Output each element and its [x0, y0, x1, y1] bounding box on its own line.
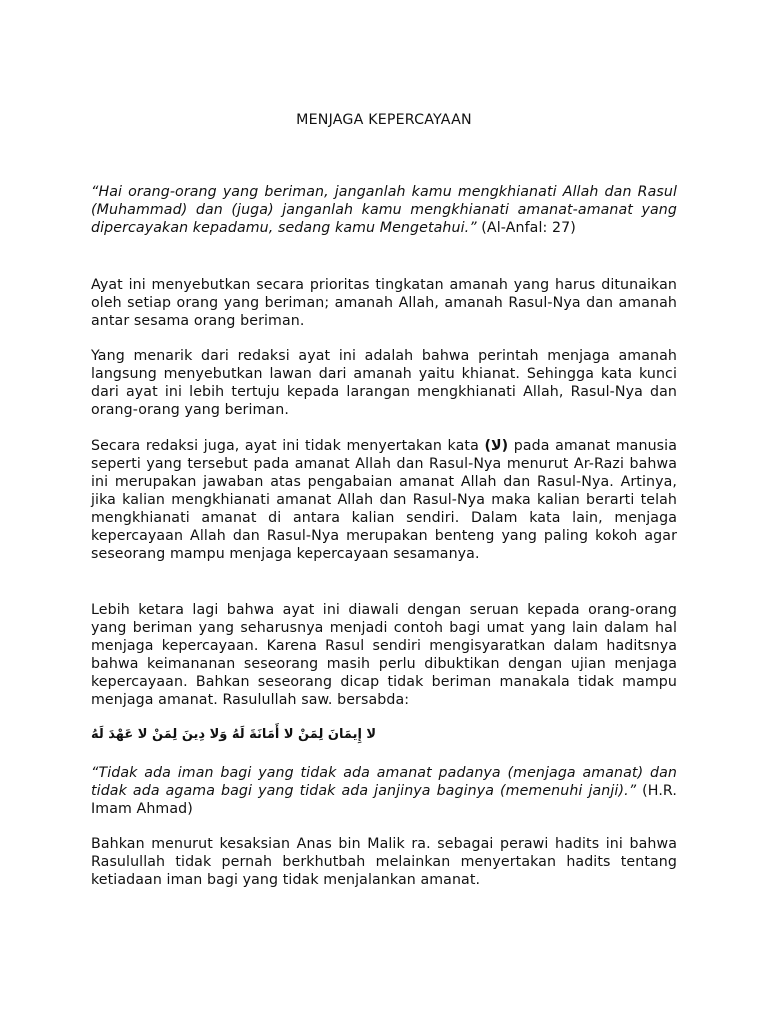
body-paragraph [91, 437, 677, 563]
hadith-reference: (H.R. Imam Ahmad) [91, 783, 677, 817]
quran-verse-paragraph [91, 183, 677, 237]
hadith-translation-quote: “Tidak ada iman bagi yang tidak ada amanat padanya (menjaga amanat) dan tidak ada agama bagi yang tidak ada janjinya baginya (memenuhi janji).” [91, 765, 677, 799]
body-paragraph: Lebih ketara lagi bahwa ayat ini diawali dengan seruan kepada orang-orang yang beriman yang seharusnya menjadi contoh bagi umat yang lain dalam hal menjaga kepercayaan. Karena Rasul sendiri mengisyaratkan dalam haditsnya bahwa keimananan seseorang masih perlu dibuktikan dengan ujian menjaga kepercayaan. Bahkan seseorang dicap tidak beriman manakala tidak mampu menjaga amanat. Rasulullah saw. bersabda: [91, 602, 677, 708]
arabic-hadith-content: لا إِيمَانَ لِمَنْ لا أَمَانَةَ لَهُ وَلا دِينَ لِمَنْ لا عَهْدَ لَهُ [91, 727, 377, 742]
body-paragraph: Ayat ini menyebutkan secara prioritas tingkatan amanah yang harus ditunaikan oleh setiap orang yang beriman; amanah Allah, amanah Rasul-Nya dan amanah antar sesama orang beriman. [91, 277, 677, 329]
body-paragraph: Yang menarik dari redaksi ayat ini adalah bahwa perintah menjaga amanah langsung menyebutkan lawan dari amanah yaitu khianat. Sehingga kata kunci dari ayat ini lebih tertuju kepada larangan mengkhianati Allah, Rasul-Nya dan orang-orang yang beriman. [91, 348, 677, 418]
body-paragraph: Bahkan menurut kesaksian Anas bin Malik ra. sebagai perawi hadits ini bahwa Rasulullah tidak pernah berkhutbah melainkan menyertakan hadits tentang ketiadaan iman bagi yang tidak menjalankan amanat. [91, 836, 677, 888]
paragraph-text-before: Secara redaksi juga, ayat ini tidak menyertakan kata [91, 438, 485, 454]
arabic-hadith-text [91, 724, 677, 746]
document-title: MENJAGA KEPERCAYAAN [296, 112, 472, 128]
hadith-translation-paragraph [91, 764, 677, 818]
paragraph-text-after: pada amanat manusia seperti yang tersebut pada amanat Allah dan Rasul-Nya menurut Ar-Razi bahwa ini merupakan jawaban atas pengabaian amanat Allah dan Rasul-Nya. Artinya, jika kalian mengkhianati amanat Allah dan Rasul-Nya maka kalian berarti telah mengkhianati amanat di antara kalian sendiri. Dalam kata lain, menjaga kepercayaan Allah dan Rasul-Nya merupakan benteng yang paling kokoh agar seseorang mampu menjaga kepercayaan sesamanya. [91, 438, 677, 562]
verse-translation-quote: “Hai orang-orang yang beriman, janganlah kamu mengkhianati Allah dan Rasul (Muhammad) dan (juga) janganlah kamu mengkhianati amanat-amanat yang dipercayakan kepadamu, sedang kamu Mengetahui.” [91, 184, 677, 236]
verse-reference: (Al-Anfal: 27) [476, 220, 576, 236]
arabic-word-la: (لا) [484, 438, 509, 454]
document-page [91, 0, 677, 1024]
